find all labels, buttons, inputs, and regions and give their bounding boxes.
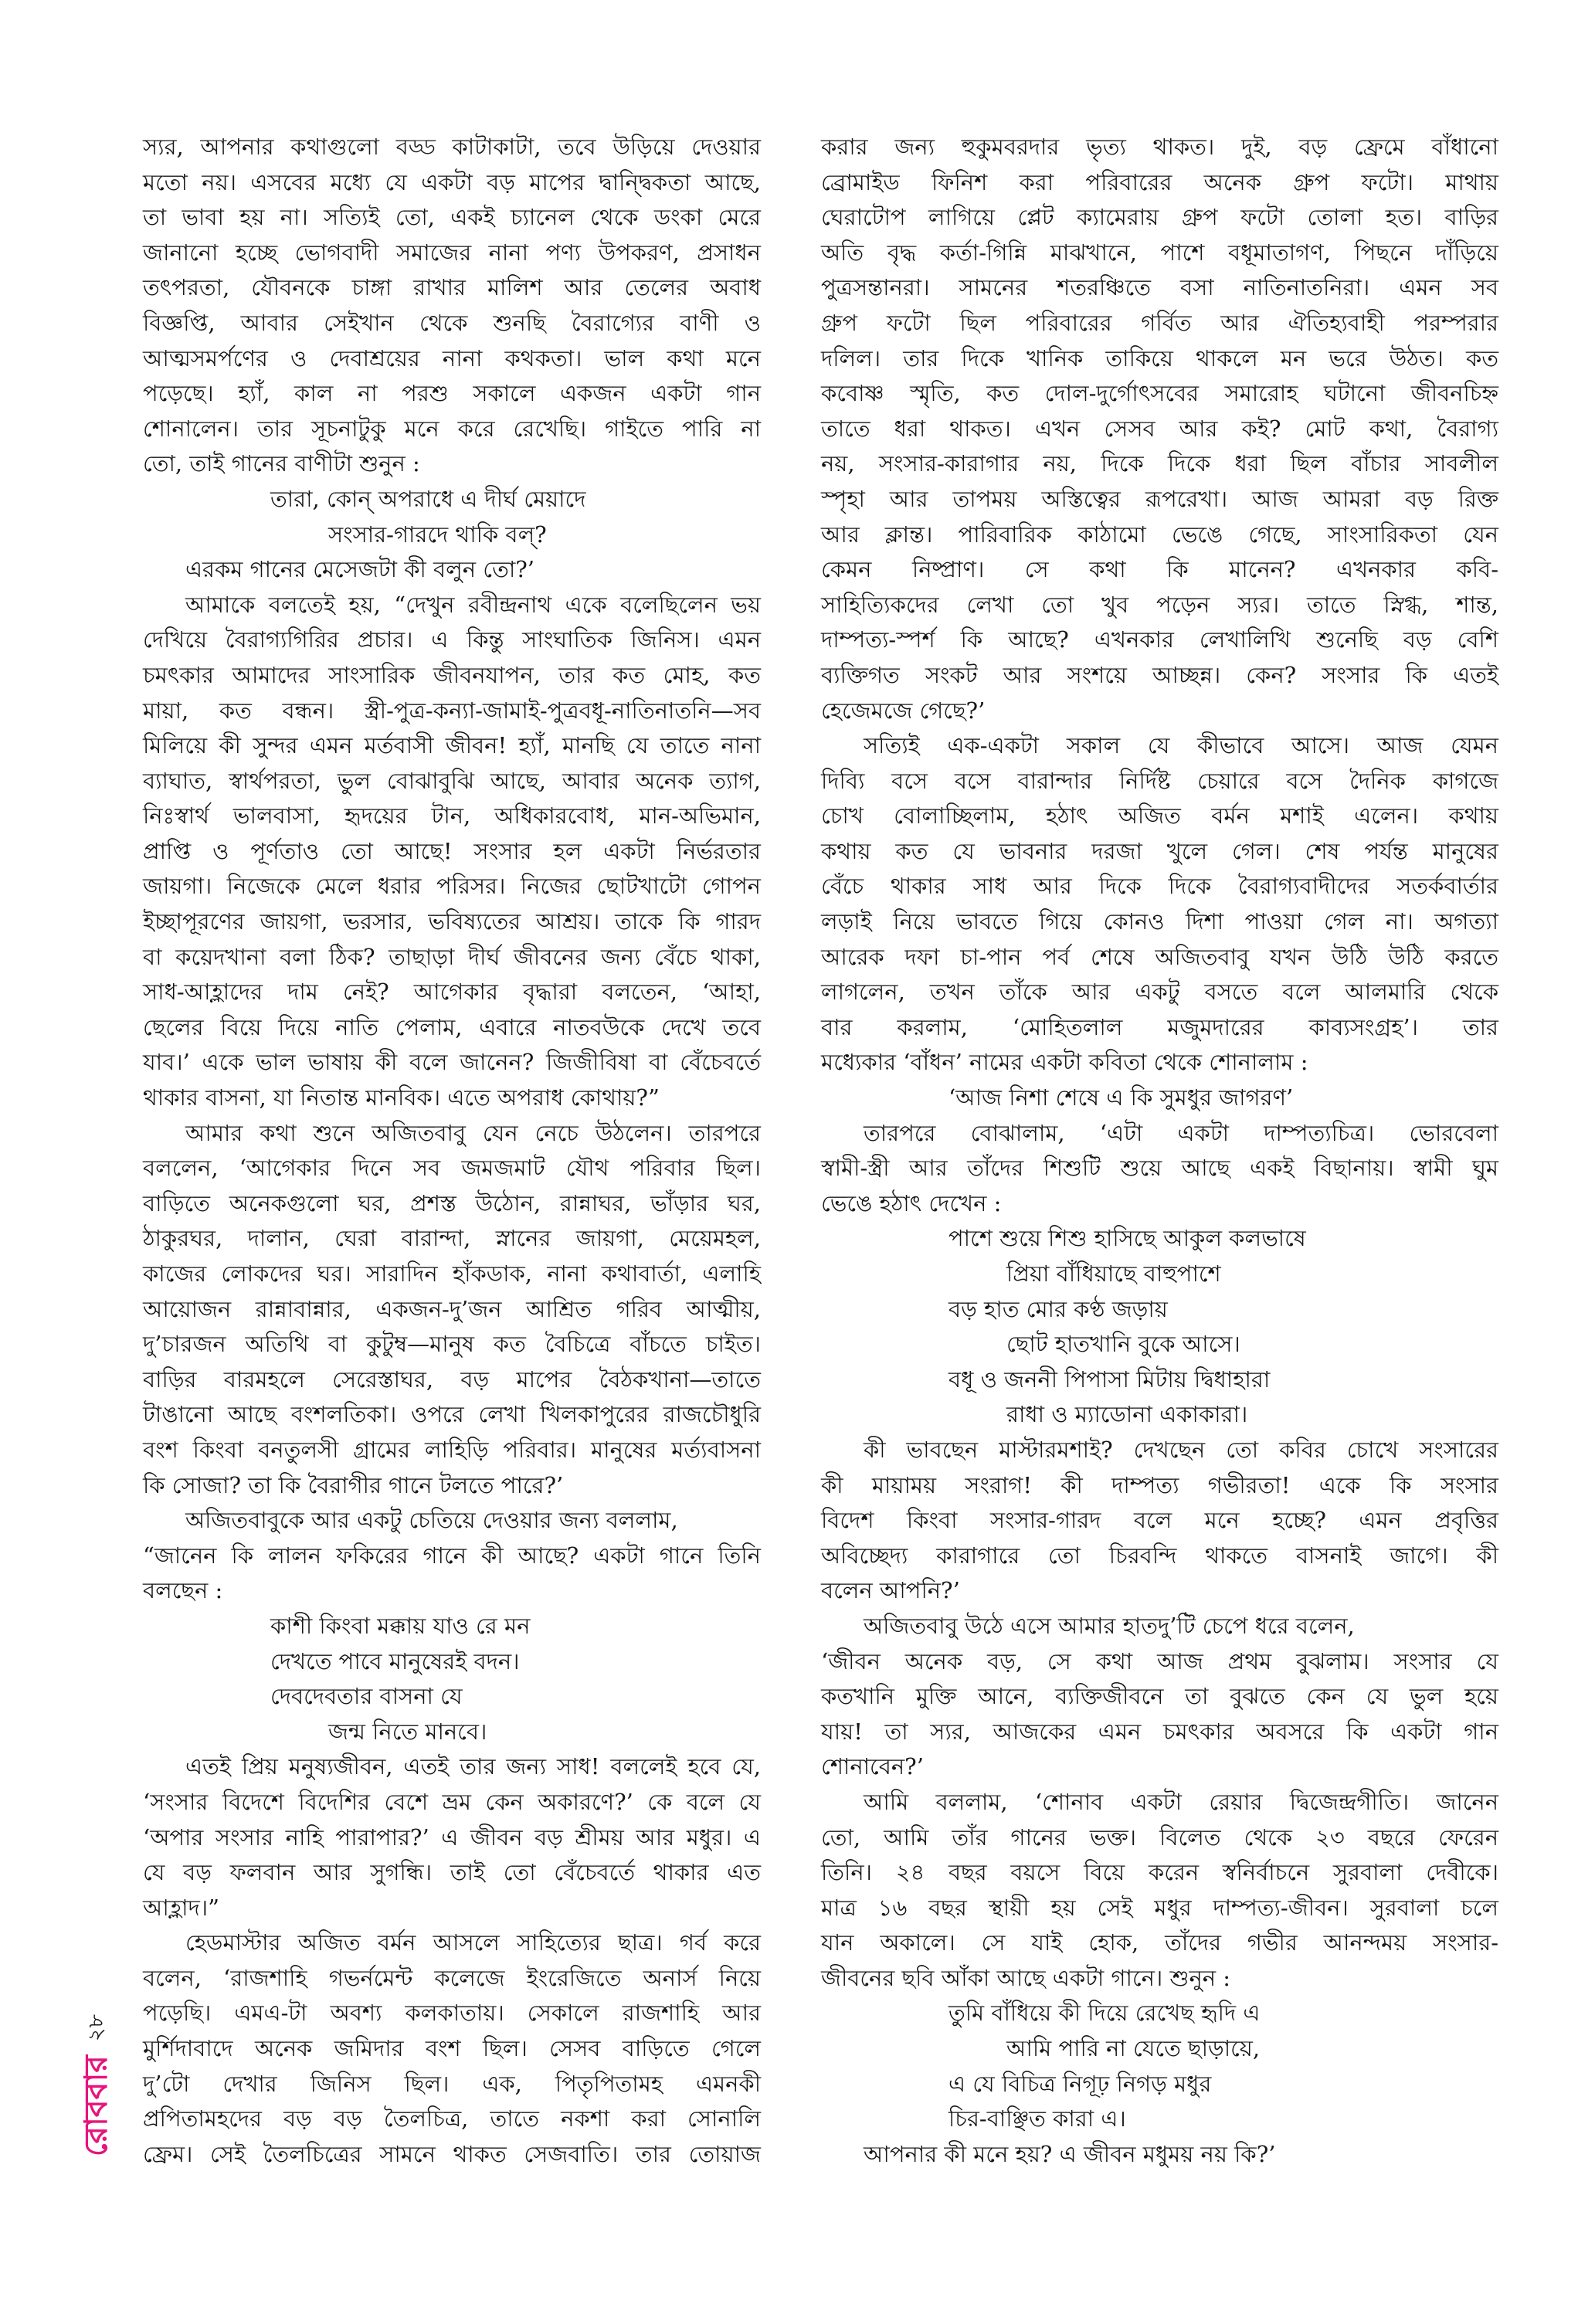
text-line: বড় হাত মোর কণ্ঠ জড়ায়: [948, 1295, 1168, 1322]
text-line: দেবদেবতার বাসনা যে: [270, 1683, 463, 1710]
text-line: মাত্র ১৬ বছর স্থায়ী হয় সেই মধুর দাম্পত্য-জীবন। সুরবালা চলে: [821, 1894, 1498, 1921]
text-line: আহ্লাদ।”: [143, 1894, 219, 1921]
text-line: দলিল। তার দিকে খানিক তাকিয়ে থাকলে মন ভরে উঠত। কত: [821, 344, 1498, 372]
text-line: সত্যিই এক-একটা সকাল যে কীভাবে আসে। আজ যেমন: [864, 732, 1498, 759]
text-line: ‘আজ নিশা শেষে এ কি সুমধুর জাগরণ’: [948, 1084, 1294, 1111]
text-line: বেঁচে থাকার সাধ আর দিকে দিকে বৈরাগ্যবাদীদের সতর্কবার্তার: [821, 873, 1498, 900]
text-line: পাশে শুয়ে শিশু হাসিছে আকুল কলভাষে: [948, 1225, 1306, 1252]
text-line: দিব্যি বসে বসে বারান্দার নির্দিষ্ট চেয়ারে বসে দৈনিক কাগজে: [821, 767, 1498, 794]
text-line: ফ্রেম। সেই তৈলচিত্রের সামনে থাকত সেজবাতি। তার তোয়াজ: [143, 2140, 761, 2167]
text-line: চির-বাঞ্ছিত কারা এ।: [948, 2105, 1126, 2132]
page-margin-label: [71, 2014, 120, 2156]
text-line: হেডমাস্টার অজিত বর্মন আসলে সাহিত্যের ছাত্র। গর্ব করে: [185, 1929, 761, 1956]
text-line: সাহিত্যিকদের লেখা তো খুব পড়েন স্যর। তাতে স্নিগ্ধ, শান্ত,: [821, 591, 1498, 618]
text-line: থাকার বাসনা, যা নিতান্ত মানবিক। এতে অপরাধ কোথায়?”: [143, 1084, 660, 1111]
text-line: লড়াই নিয়ে ভাবতে গিয়ে কোনও দিশা পাওয়া গেল না। অগত্যা: [821, 908, 1498, 935]
text-line: দেখতে পাবে মানুষেরই বদন।: [270, 1647, 520, 1674]
text-line: বলছেন :: [143, 1577, 223, 1604]
text-line: পড়েছি। এমএ-টা অবশ্য কলকাতায়। সেকালে রাজশাহি আর: [143, 2000, 761, 2027]
text-line: আমাকে বলতেই হয়, “দেখুন রবীন্দ্রনাথ একে বলেছিলেন ভয়: [185, 591, 761, 618]
text-line: অজিতবাবুকে আর একটু চেতিয়ে দেওয়ার জন্য বললাম,: [185, 1507, 678, 1534]
text-line: আমি বললাম, ‘শোনাব একটা রেয়ার দ্বিজেন্দ্রগীতি। জানেন: [864, 1788, 1498, 1815]
text-line: নয়, সংসার-কারাগার নয়, দিকে দিকে ধরা ছিল বাঁচার সাবলীল: [821, 450, 1498, 477]
text-line: এতই প্রিয় মনুষ্যজীবন, এতই তার জন্য সাধ! বললেই হবে যে,: [185, 1753, 761, 1780]
text-line: ‘জীবন অনেক বড়, সে কথা আজ প্রথম বুঝলাম। সংসার যে: [821, 1647, 1498, 1674]
text-line: স্বামী-স্ত্রী আর তাঁদের শিশুটি শুয়ে আছে একই বিছানায়। স্বামী ঘুম: [821, 1155, 1498, 1182]
page-number: ২৮: [83, 2014, 108, 2042]
text-line: ভেঙে হঠাৎ দেখেন :: [821, 1189, 1002, 1216]
text-line: “জানেন কি লালন ফকিরের গানে কী আছে? একটা গানে তিনি: [143, 1542, 761, 1569]
text-line: ব্রোমাইড ফিনিশ করা পরিবারের অনেক গ্রুপ ফটো। মাথায়: [821, 168, 1498, 195]
text-line: ঠাকুরঘর, দালান, ঘেরা বারান্দা, স্নানের জায়গা, মেয়েমহল,: [143, 1225, 761, 1252]
text-line: কেমন নিষ্প্রাণ। সে কথা কি মানেন? এখনকার কবি-: [821, 556, 1498, 583]
text-line: যাব।’ একে ভাল ভাষায় কী বলে জানেন? জিজীবিষা বা বেঁচেবর্তে: [143, 1049, 761, 1076]
text-line: ছেলের বিয়ে দিয়ে নাতি পেলাম, এবারে নাতবউকে দেখে তবে: [143, 1013, 761, 1040]
text-line: যান অকালে। সে যাই হোক, তাঁদের গভীর আনন্দময় সংসার-: [821, 1929, 1498, 1956]
text-line: বার করলাম, ‘মোহিতলাল মজুমদারের কাব্যসংগ্রহ’। তার: [821, 1013, 1498, 1040]
text-line: তৎপরতা, যৌবনকে চাঙ্গা রাখার মালিশ আর তেলের অবাধ: [143, 274, 761, 301]
text-line: জীবনের ছবি আঁকা আছে একটা গানে। শুনুন :: [821, 1964, 1231, 1991]
text-line: করার জন্য হুকুমবরদার ভৃত্য থাকত। দুই, বড় ফ্রেমে বাঁধানো: [821, 134, 1498, 160]
text-line: কি সোজা? তা কি বৈরাগীর গানে টলতে পারে?’: [143, 1471, 564, 1498]
text-line: কাশী কিংবা মক্কায় যাও রে মন: [270, 1612, 531, 1639]
text-line: কবোষ্ণ স্মৃতি, কত দোল-দুর্গোৎসবের সমারোহ ঘটানো জীবনচিহ্ন: [821, 380, 1498, 407]
text-line: মতো নয়। এসবের মধ্যে যে একটা বড় মাপের দ্বান্দ্বিকতা আছে,: [143, 168, 761, 195]
text-line: ঘেরাটোপ লাগিয়ে প্লেট ক্যামেরায় গ্রুপ ফটো তোলা হত। বাড়ির: [821, 204, 1498, 231]
text-line: ব্যাঘাত, স্বার্থপরতা, ভুল বোঝাবুঝি আছে, আবার অনেক ত্যাগ,: [143, 767, 761, 794]
text-line: শোনালেন। তার সূচনাটুকু মনে করে রেখেছি। গাইতে পারি না: [143, 415, 761, 442]
text-line: আমি পারি না যেতে ছাড়ায়ে,: [1006, 2035, 1261, 2062]
text-line: যায়! তা স্যর, আজকের এমন চমৎকার অবসরে কি একটা গান: [821, 1718, 1498, 1745]
text-line: আয়োজন রান্নাবান্নার, একজন-দু’জন আশ্রিত গরিব আত্মীয়,: [143, 1295, 761, 1322]
text-line: কী মায়াময় সংরাগ! কী দাম্পত্য গভীরতা! একে কি সংসার: [821, 1471, 1498, 1498]
text-line: এরকম গানের মেসেজটা কী বলুন তো?’: [185, 556, 535, 583]
text-line: মায়া, কত বন্ধন। স্ত্রী-পুত্র-কন্যা-জামাই-পুত্রবধূ-নাতিনাতনি—সব: [143, 697, 761, 724]
text-line: গ্রুপ ফটো ছিল পরিবারের গর্বিত আর ঐতিহ্যবাহী পরম্পরার: [821, 309, 1498, 336]
text-line: দেখিয়ে বৈরাগ্যগিরির প্রচার। এ কিন্তু সাংঘাতিক জিনিস। এমন: [143, 626, 761, 653]
text-line: বলেন আপনি?’: [821, 1577, 960, 1604]
text-line: কতখানি মুক্তি আনে, ব্যক্তিজীবনে তা বুঝতে কেন যে ভুল হয়ে: [821, 1683, 1498, 1710]
text-line: তো, আমি তাঁর গানের ভক্ত। বিলেত থেকে ২৩ বছরে ফেরেন: [821, 1824, 1498, 1851]
text-line: সংসার-গারদে থাকি বল্‌?: [328, 521, 547, 548]
text-line: বিদেশ কিংবা সংসার-গারদ বলে মনে হচ্ছে? এমন প্রবৃত্তির: [821, 1507, 1498, 1534]
text-line: কাজের লোকদের ঘর। সারাদিন হাঁকডাক, নানা কথাবার্তা, এলাহি: [143, 1260, 761, 1287]
text-column-left: [143, 130, 761, 2172]
text-line: আর ক্লান্ত। পারিবারিক কাঠামো ভেঙে গেছে, সাংসারিকতা যেন: [821, 521, 1498, 548]
text-line: মিলিয়ে কী সুন্দর এমন মর্তবাসী জীবন! হ্যাঁ, মানছি যে তাতে নানা: [143, 732, 761, 759]
text-line: আপনার কী মনে হয়? এ জীবন মধুময় নয় কি?’: [864, 2140, 1276, 2167]
text-line: অবিচ্ছেদ্য কারাগারে তো চিরবন্দি থাকতে বাসনাই জাগে। কী: [821, 1542, 1498, 1569]
text-line: টাঙানো আছে বংশলতিকা। ওপরে লেখা খিলকাপুরের রাজচৌধুরি: [143, 1401, 761, 1428]
text-line: বিজ্ঞপ্তি, আবার সেইখান থেকে শুনছি বৈরাগ্যের বাণী ও: [143, 309, 761, 336]
text-line: ইচ্ছাপূরণের জায়গা, ভরসার, ভবিষ্যতের আশ্রয়। তাকে কি গারদ: [143, 908, 761, 935]
text-line: ‘সংসার বিদেশে বিদেশির বেশে ভ্রম কেন অকারণে?’ কে বলে যে: [143, 1788, 761, 1815]
text-line: জন্ম নিতে মানবে।: [328, 1718, 487, 1745]
text-line: হেজেমজে গেছে?’: [821, 697, 986, 724]
text-line: কথায় কত যে ভাবনার দরজা খুলে গেল। শেষ পর্যন্ত মানুষের: [821, 837, 1498, 864]
text-line: দু’টো দেখার জিনিস ছিল। এক, পিতৃপিতামহ এমনকী: [143, 2070, 761, 2097]
text-line: মধ্যেকার ‘বাঁধন’ নামের একটা কবিতা থেকে শোনালাম :: [821, 1049, 1308, 1076]
text-line: চোখ বোলাচ্ছিলাম, হঠাৎ অজিত বর্মন মশাই এলেন। কথায়: [821, 802, 1498, 830]
text-line: তারপরে বোঝালাম, ‘এটা একটা দাম্পত্যচিত্র। ভোরবেলা: [864, 1119, 1498, 1146]
text-line: জানানো হচ্ছে ভোগবাদী সমাজের নানা পণ্য উপকরণ, প্রসাধন: [143, 239, 761, 266]
text-line: প্রিয়া বাঁধিয়াছে বাহুপাশে: [1006, 1260, 1221, 1287]
text-line: আত্মসমর্পণের ও দেবাশ্রয়ের নানা কথকতা। ভাল কথা মনে: [143, 344, 761, 372]
text-column-right: [821, 130, 1498, 2172]
text-line: যে বড় ফলবান আর সুগন্ধি। তাই তো বেঁচেবর্তে থাকার এত: [143, 1859, 761, 1886]
text-line: বলেন, ‘রাজশাহি গভর্নমেন্ট কলেজে ইংরেজিতে অনার্স নিয়ে: [143, 1964, 761, 1991]
text-line: প্রাপ্তি ও পূর্ণতাও তো আছে! সংসার হল একটা নির্ভরতার: [143, 837, 761, 864]
text-line: দু’চারজন অতিথি বা কুটুম্ব—মানুষ কত বৈচিত্রে বাঁচতে চাইত।: [143, 1331, 761, 1358]
text-line: বললেন, ‘আগেকার দিনে সব জমজমাট যৌথ পরিবার ছিল।: [143, 1155, 761, 1182]
text-line: বধূ ও জননী পিপাসা মিটায় দ্বিধাহারা: [948, 1366, 1271, 1393]
text-line: বাড়ির বারমহলে সেরেস্তাঘর, বড় মাপের বৈঠকখানা—তাতে: [143, 1366, 761, 1393]
text-line: তাতে ধরা থাকত। এখন সেসব আর কই? মোট কথা, বৈরাগ্য: [821, 415, 1498, 442]
text-line: পুত্রসন্তানরা। সামনের শতরঞ্চিতে বসা নাতিনাতনিরা। এমন সব: [821, 274, 1498, 301]
text-line: স্যর, আপনার কথাগুলো বড্ড কাটাকাটা, তবে উড়িয়ে দেওয়ার: [143, 134, 761, 160]
text-line: অতি বৃদ্ধ কর্তা-গিন্নি মাঝখানে, পাশে বধূমাতাগণ, পিছনে দাঁড়িয়ে: [821, 239, 1498, 266]
text-line: প্রপিতামহদের বড় বড় তৈলচিত্র, তাতে নকশা করা সোনালি: [143, 2105, 761, 2132]
text-line: ব্যক্তিগত সংকট আর সংশয়ে আচ্ছন্ন। কেন? সংসার কি এতই: [821, 661, 1498, 688]
article-body: [143, 130, 1498, 2172]
text-line: কী ভাবছেন মাস্টারমশাই? দেখছেন তো কবির চোখে সংসারের: [864, 1436, 1498, 1463]
text-line: শোনাবেন?’: [821, 1753, 924, 1780]
text-line: তিনি। ২৪ বছর বয়সে বিয়ে করেন স্বনির্বাচনে সুরবালা দেবীকে।: [821, 1859, 1498, 1886]
text-line: তারা, কোন্‌ অপরাধে এ দীর্ঘ মেয়াদে: [270, 485, 586, 512]
magazine-name: রোববার: [76, 2055, 114, 2157]
text-line: সাধ-আহ্লাদের দাম নেই? আগেকার বৃদ্ধারা বলতেন, ‘আহা,: [143, 979, 761, 1006]
text-line: আরেক দফা চা-পান পর্ব শেষে অজিতবাবু যখন উঠি উঠি করতে: [821, 943, 1498, 970]
text-line: রাধা ও ম্যাডোনা একাকারা।: [1006, 1401, 1248, 1428]
text-line: চমৎকার আমাদের সাংসারিক জীবনযাপন, তার কত মোহ, কত: [143, 661, 761, 688]
text-line: আমার কথা শুনে অজিতবাবু যেন নেচে উঠলেন। তারপরে: [185, 1119, 761, 1146]
text-line: মুর্শিদাবাদে অনেক জমিদার বংশ ছিল। সেসব বাড়িতে গেলে: [143, 2035, 761, 2062]
text-line: স্পৃহা আর তাপময় অস্তিত্বের রূপরেখা। আজ আমরা বড় রিক্ত: [821, 485, 1498, 512]
text-line: লাগলেন, তখন তাঁকে আর একটু বসতে বলে আলমারি থেকে: [821, 979, 1498, 1006]
text-line: ‘অপার সংসার নাহি পারাপার?’ এ জীবন বড় শ্রীময় আর মধুর। এ: [143, 1824, 761, 1851]
text-line: ছোট হাতখানি বুকে আসে।: [1006, 1331, 1240, 1358]
text-line: পড়েছে। হ্যাঁ, কাল না পরশু সকালে একজন একটা গান: [143, 380, 761, 407]
text-line: তা ভাবা হয় না। সত্যিই তো, একই চ্যানেল থেকে ডংকা মেরে: [143, 204, 761, 231]
text-line: দাম্পত্য-স্পর্শ কি আছে? এখনকার লেখালিখি শুনেছি বড় বেশি: [821, 626, 1498, 653]
text-line: বা কয়েদখানা বলা ঠিক? তাছাড়া দীর্ঘ জীবনের জন্য বেঁচে থাকা,: [143, 943, 761, 970]
text-line: নিঃস্বার্থ ভালবাসা, হৃদয়ের টান, অধিকারবোধ, মান-অভিমান,: [143, 802, 761, 830]
text-line: তুমি বাঁধিয়ে কী দিয়ে রেখেছ হৃদি এ: [948, 2000, 1261, 2027]
text-line: বংশ কিংবা বনতুলসী গ্রামের লাহিড়ি পরিবার। মানুষের মর্ত্যবাসনা: [143, 1436, 761, 1463]
text-line: তো, তাই গানের বাণীটা শুনুন :: [143, 450, 420, 477]
text-line: অজিতবাবু উঠে এসে আমার হাতদু’টি চেপে ধরে বলেন,: [864, 1612, 1355, 1639]
text-line: বাড়িতে অনেকগুলো ঘর, প্রশস্ত উঠোন, রান্নাঘর, ভাঁড়ার ঘর,: [143, 1189, 761, 1216]
text-line: এ যে বিচিত্র নিগূঢ় নিগড় মধুর: [948, 2070, 1212, 2097]
text-line: জায়গা। নিজেকে মেলে ধরার পরিসর। নিজের ছোটখাটো গোপন: [143, 873, 761, 900]
